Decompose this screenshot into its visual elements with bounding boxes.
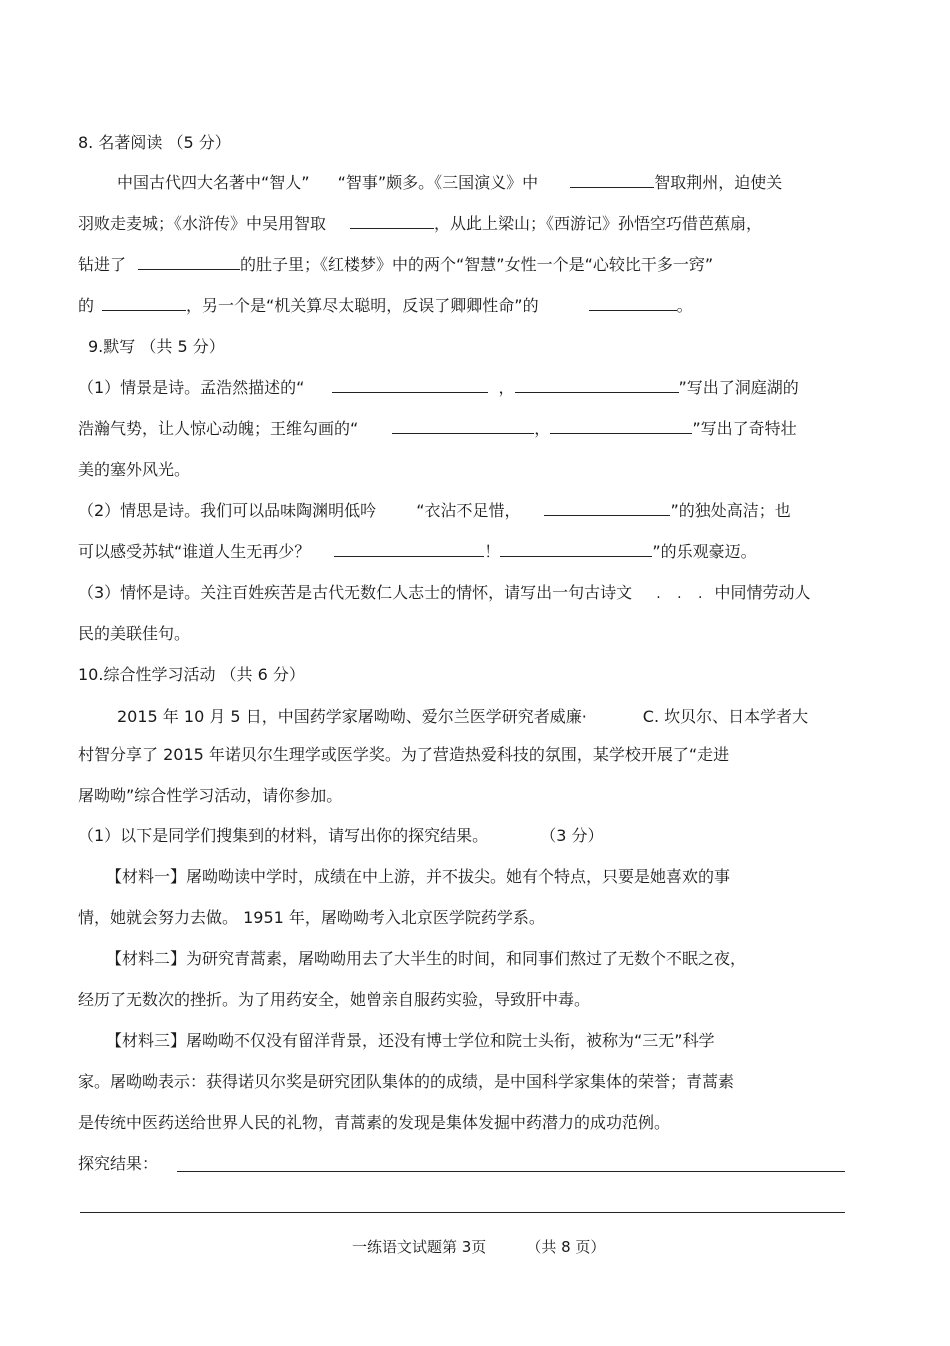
material-3-line-1: 【材料三】屠呦呦不仅没有留洋背景，还没有博士学位和院士头衔，被称为“三无”科学 <box>106 1031 715 1050</box>
answer-blank[interactable] <box>500 542 652 557</box>
answer-blank[interactable] <box>589 296 677 311</box>
material-1-line-1: 【材料一】屠呦呦读中学时，成绩在中上游，并不拔尖。她有个特点，只要是她喜欢的事 <box>106 867 731 886</box>
q9-text: ， <box>498 378 515 397</box>
q9-part1-line-2 <box>78 418 797 440</box>
q9-text: “衣沾不足惜， <box>416 501 521 520</box>
q9-text: （3）情怀是诗。关注百姓疾苦是古代无数仁人志士的情怀，请写出一句古诗文 <box>78 583 633 602</box>
q9-text: （1）情景是诗。孟浩然描述的“ <box>78 378 305 397</box>
answer-blank[interactable] <box>332 378 488 393</box>
q9-text: 可以感受苏轼“谁道人生无再少？ <box>78 542 311 561</box>
q8-line-2 <box>78 213 762 235</box>
q10-intro-line-2: 村智分享了 2015 年诺贝尔生理学或医学奖。为了营造热爱科技的氛围，某学校开展了“走进 <box>78 745 730 764</box>
q9-text: 浩瀚气势，让人惊心动魄；王维勾画的“ <box>78 419 359 438</box>
q9-part3-line-2: 民的美联佳句。 <box>78 624 191 643</box>
q9-text: （2）情思是诗。我们可以品味陶渊明低吟 <box>78 501 377 520</box>
answer-blank[interactable] <box>515 378 679 393</box>
q8-text: ，从此上梁山；《西游记》孙悟空巧借芭蕉扇， <box>434 214 763 233</box>
result-answer-line-1[interactable] <box>177 1171 845 1172</box>
q9-text: ！ <box>484 542 501 561</box>
q8-text: 。 <box>676 296 693 315</box>
q10-text: 2015 年 10 月 5 日，中国药学家屠呦呦、爱尔兰医学研究者威廉· <box>117 707 587 726</box>
q8-text: 中国古代四大名著中“智人” <box>117 173 310 192</box>
q9-text: ”的独处高洁；也 <box>670 501 791 520</box>
q10-title: 10.综合性学习活动 （共 6 分） <box>78 665 305 684</box>
q9-part2-line-2 <box>78 541 757 563</box>
material-1-line-2: 情，她就会努力去做。 1951 年，屠呦呦考入北京医学院药学系。 <box>78 908 545 927</box>
q10-intro-line-1 <box>117 706 808 728</box>
answer-blank[interactable] <box>570 173 654 188</box>
q9-text: 中同情劳动人 <box>714 583 811 602</box>
emphasis-dots: . . . <box>656 586 709 602</box>
q9-part3-line-1 <box>78 582 810 605</box>
answer-blank[interactable] <box>392 419 534 434</box>
answer-blank[interactable] <box>138 255 240 270</box>
q8-line-1 <box>117 172 782 194</box>
q9-text: ”写出了洞庭湖的 <box>678 378 799 397</box>
answer-blank[interactable] <box>544 501 670 516</box>
q9-text: ”写出了奇特壮 <box>692 419 797 438</box>
q8-text: 智取荆州，迫使关 <box>654 173 783 192</box>
q9-title: 9.默写 （共 5 分） <box>88 337 225 356</box>
q10-sub1 <box>78 825 603 847</box>
q8-text: 的 <box>78 296 95 315</box>
q8-text: ，另一个是“机关算尽太聪明，反误了卿卿性命”的 <box>186 296 539 315</box>
result-answer-line-2[interactable] <box>80 1212 845 1213</box>
q10-text: （1）以下是同学们搜集到的材料，请写出你的探究结果。 <box>78 826 489 845</box>
q8-line-3 <box>78 254 713 276</box>
material-2-line-2: 经历了无数次的挫折。为了用药安全，她曾亲自服药实验，导致肝中毒。 <box>78 990 591 1009</box>
material-3-line-2: 家。屠呦呦表示：获得诺贝尔奖是研究团队集体的的成绩，是中国科学家集体的荣誉；青蒿素 <box>78 1072 735 1091</box>
q8-line-4 <box>78 295 693 317</box>
q8-text: 钻进了 <box>78 255 127 274</box>
score: （3 分） <box>540 826 604 845</box>
q9-part1-line-1 <box>78 377 799 399</box>
q8-text: 的肚子里；《红楼梦》中的两个“智慧”女性一个是“心较比干多一窍” <box>240 255 714 274</box>
answer-blank[interactable] <box>550 419 692 434</box>
footer-page-number: 一练语文试题第 3页 <box>352 1238 487 1256</box>
result-label: 探究结果： <box>78 1154 159 1173</box>
answer-blank[interactable] <box>350 214 434 229</box>
material-3-line-3: 是传统中医药送给世界人民的礼物，青蒿素的发现是集体发掘中药潜力的成功范例。 <box>78 1113 671 1132</box>
page-footer <box>352 1236 605 1258</box>
footer-total-pages: （共 8 页） <box>526 1238 606 1256</box>
q10-text: C. 坎贝尔、日本学者大 <box>642 707 809 726</box>
q8-title: 8. 名著阅读 （5 分） <box>78 133 231 152</box>
q9-text: ， <box>534 419 551 438</box>
q8-text: “智事”颇多。《三国演义》中 <box>337 173 539 192</box>
answer-blank[interactable] <box>334 542 484 557</box>
answer-blank[interactable] <box>102 296 186 311</box>
material-2-line-1: 【材料二】为研究青蒿素，屠呦呦用去了大半生的时间，和同事们熬过了无数个不眠之夜， <box>106 949 747 968</box>
q9-part2-line-1 <box>78 500 791 522</box>
q9-part1-line-3: 美的塞外风光。 <box>78 460 191 479</box>
q10-intro-line-3: 屠呦呦”综合性学习活动，请你参加。 <box>78 786 343 805</box>
q9-text: ”的乐观豪迈。 <box>652 542 757 561</box>
q8-text: 羽败走麦城；《水浒传》中吴用智取 <box>78 214 327 233</box>
